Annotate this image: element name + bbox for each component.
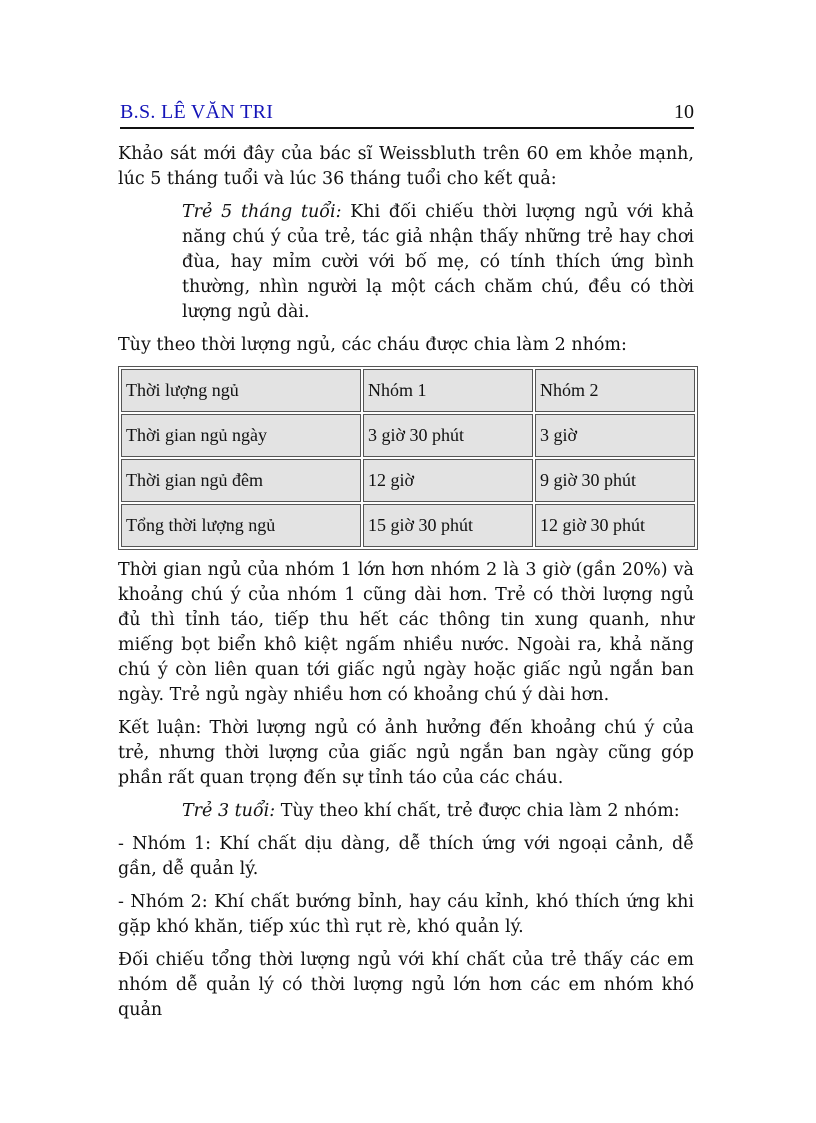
table-cell: Thời gian ngủ ngày	[121, 414, 361, 457]
table-cell: Nhóm 1	[363, 369, 533, 412]
comparison-paragraph: Thời gian ngủ của nhóm 1 lớn hơn nhóm 2 là 3 giờ (gần 20%) và khoảng chú ý của nhóm 1 cũng dài hơn. Trẻ có thời lượng ngủ đủ thì tỉnh táo, tiếp thu hết các thông tin xung quanh, như miếng bọt biển khô kiệt ngấm nhiều nước. Ngoài ra, khả năng chú ý còn liên quan tới giấc ngủ ngày hoặc giấc ngủ ngắn ban ngày. Trẻ ngủ ngày nhiều hơn có khoảng chú ý dài hơn.	[118, 560, 694, 705]
final-paragraph: Đối chiếu tổng thời lượng ngủ với khí chất của trẻ thấy các em nhóm dễ quản lý có thời lượng ngủ lớn hơn các em nhóm khó quản	[118, 950, 694, 1020]
table-cell: 9 giờ 30 phút	[535, 459, 695, 502]
table-cell: Nhóm 2	[535, 369, 695, 412]
table-row	[121, 504, 695, 547]
table-row	[121, 459, 695, 502]
table-cell: 15 giờ 30 phút	[363, 504, 533, 547]
table-cell: Tổng thời lượng ngủ	[121, 504, 361, 547]
table-cell: 3 giờ 30 phút	[363, 414, 533, 457]
three-year-paragraph	[118, 799, 694, 824]
table-cell: 3 giờ	[535, 414, 695, 457]
table-cell: Thời gian ngủ đêm	[121, 459, 361, 502]
page-number: 10	[674, 101, 694, 123]
five-month-text: Khi đối chiếu thời lượng ngủ với khả năng chú ý của trẻ, tác giả nhận thấy những trẻ hay chơi đùa, hay mỉm cười với bố mẹ, có tính thích ứng bình thường, nhìn người lạ một cách chăm chú, đều có thời lượng ngủ dài.	[182, 202, 694, 322]
table-row	[121, 369, 695, 412]
five-month-heading: Trẻ 5 tháng tuổi:	[182, 202, 342, 222]
table-cell: 12 giờ 30 phút	[535, 504, 695, 547]
table-intro-paragraph: Tùy theo thời lượng ngủ, các cháu được chia làm 2 nhóm:	[118, 335, 627, 355]
sleep-duration-table	[118, 366, 698, 550]
group-1-paragraph: - Nhóm 1: Khí chất dịu dàng, dễ thích ứng với ngoại cảnh, dễ gần, dễ quản lý.	[118, 834, 694, 879]
page-header	[120, 101, 694, 129]
conclusion-paragraph: Kết luận: Thời lượng ngủ có ảnh hưởng đến khoảng chú ý của trẻ, nhưng thời lượng của giấc ngủ ngắn ban ngày cũng góp phần rất quan trọng đến sự tỉnh táo của các cháu.	[118, 718, 694, 788]
five-month-paragraph	[182, 200, 694, 325]
three-year-text: Tùy theo khí chất, trẻ được chia làm 2 nhóm:	[275, 801, 680, 821]
table-cell: 12 giờ	[363, 459, 533, 502]
intro-paragraph: Khảo sát mới đây của bác sĩ Weissbluth trên 60 em khỏe mạnh, lúc 5 tháng tuổi và lúc 36 tháng tuổi cho kết quả:	[118, 144, 694, 189]
group-2-paragraph: - Nhóm 2: Khí chất bướng bỉnh, hay cáu kỉnh, khó thích ứng khi gặp khó khăn, tiếp xúc thì rụt rè, khó quản lý.	[118, 892, 694, 937]
three-year-heading: Trẻ 3 tuổi:	[182, 801, 276, 821]
page-body	[118, 142, 694, 1031]
author-name: B.S. LÊ VĂN TRI	[120, 101, 274, 123]
table-row	[121, 414, 695, 457]
table-cell: Thời lượng ngủ	[121, 369, 361, 412]
